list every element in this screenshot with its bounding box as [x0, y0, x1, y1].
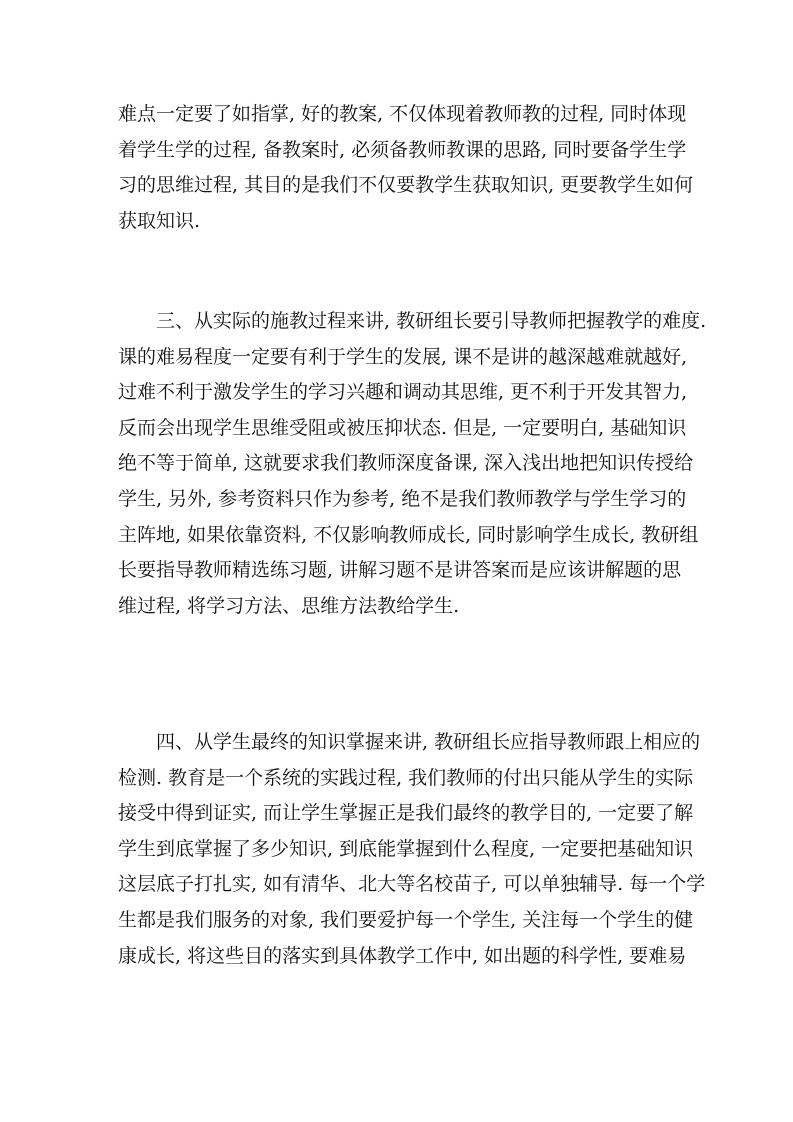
text-line: 绝不等于简单, 这就要求我们教师深度备课, 深入浅出地把知识传授给: [118, 452, 694, 475]
text-line: 长要指导教师精选练习题, 讲解习题不是讲答案而是应该讲解题的思: [118, 559, 682, 582]
text-line: 着学生学的过程, 备教案时, 必须备教师教课的思路, 同时要备学生学: [118, 138, 687, 161]
text-line: 学生到底掌握了多少知识, 到底能掌握到什么程度, 一定要把基础知识: [118, 837, 694, 860]
text-line: 这层底子打扎实, 如有清华、北大等名校苗子, 可以单独辅导. 每一个学: [118, 873, 706, 896]
text-line: 维过程, 将学习方法、思维方法教给学生.: [118, 594, 460, 617]
paragraph-3: [118, 725, 706, 974]
text-line: 三、从实际的施教过程来讲, 教研组长要引导教师把握教学的难度.: [156, 310, 707, 332]
text-line: 过难不利于激发学生的学习兴趣和调动其思维, 更不利于开发其智力,: [118, 381, 688, 404]
text-line: 四、从学生最终的知识掌握来讲, 教研组长应指导教师跟上相应的: [156, 731, 701, 753]
text-line: 学生, 另外, 参考资料只作为参考, 绝不是我们教师教学与学生学习的: [118, 487, 687, 510]
paragraph-1: [118, 97, 694, 239]
text-line: 习的思维过程, 其目的是我们不仅要教学生获取知识, 更要教学生如何: [118, 174, 694, 197]
text-line: 主阵地, 如果依靠资料, 不仅影响教师成长, 同时影响学生成长, 教研组: [118, 523, 699, 546]
text-line: 课的难易程度一定要有利于学生的发展, 课不是讲的越深越难就越好,: [118, 345, 688, 368]
text-line: 接受中得到证实, 而让学生掌握正是我们最终的教学目的, 一定要了解: [118, 802, 694, 825]
text-line: 检测. 教育是一个系统的实践过程, 我们教师的付出只能从学生的实际: [118, 766, 694, 789]
paragraph-2: [118, 304, 707, 624]
text-line: 获取知识.: [118, 209, 201, 232]
text-line: 康成长, 将这些目的落实到具体教学工作中, 如出题的科学性, 要难易: [118, 944, 687, 967]
text-line: 难点一定要了如指掌, 好的教案, 不仅体现着教师教的过程, 同时体现: [118, 103, 687, 125]
text-line: 反而会出现学生思维受阻或被压抑状态. 但是, 一定要明白, 基础知识: [118, 416, 687, 439]
text-line: 生都是我们服务的对象, 我们要爱护每一个学生, 关注每一个学生的健: [118, 908, 694, 931]
